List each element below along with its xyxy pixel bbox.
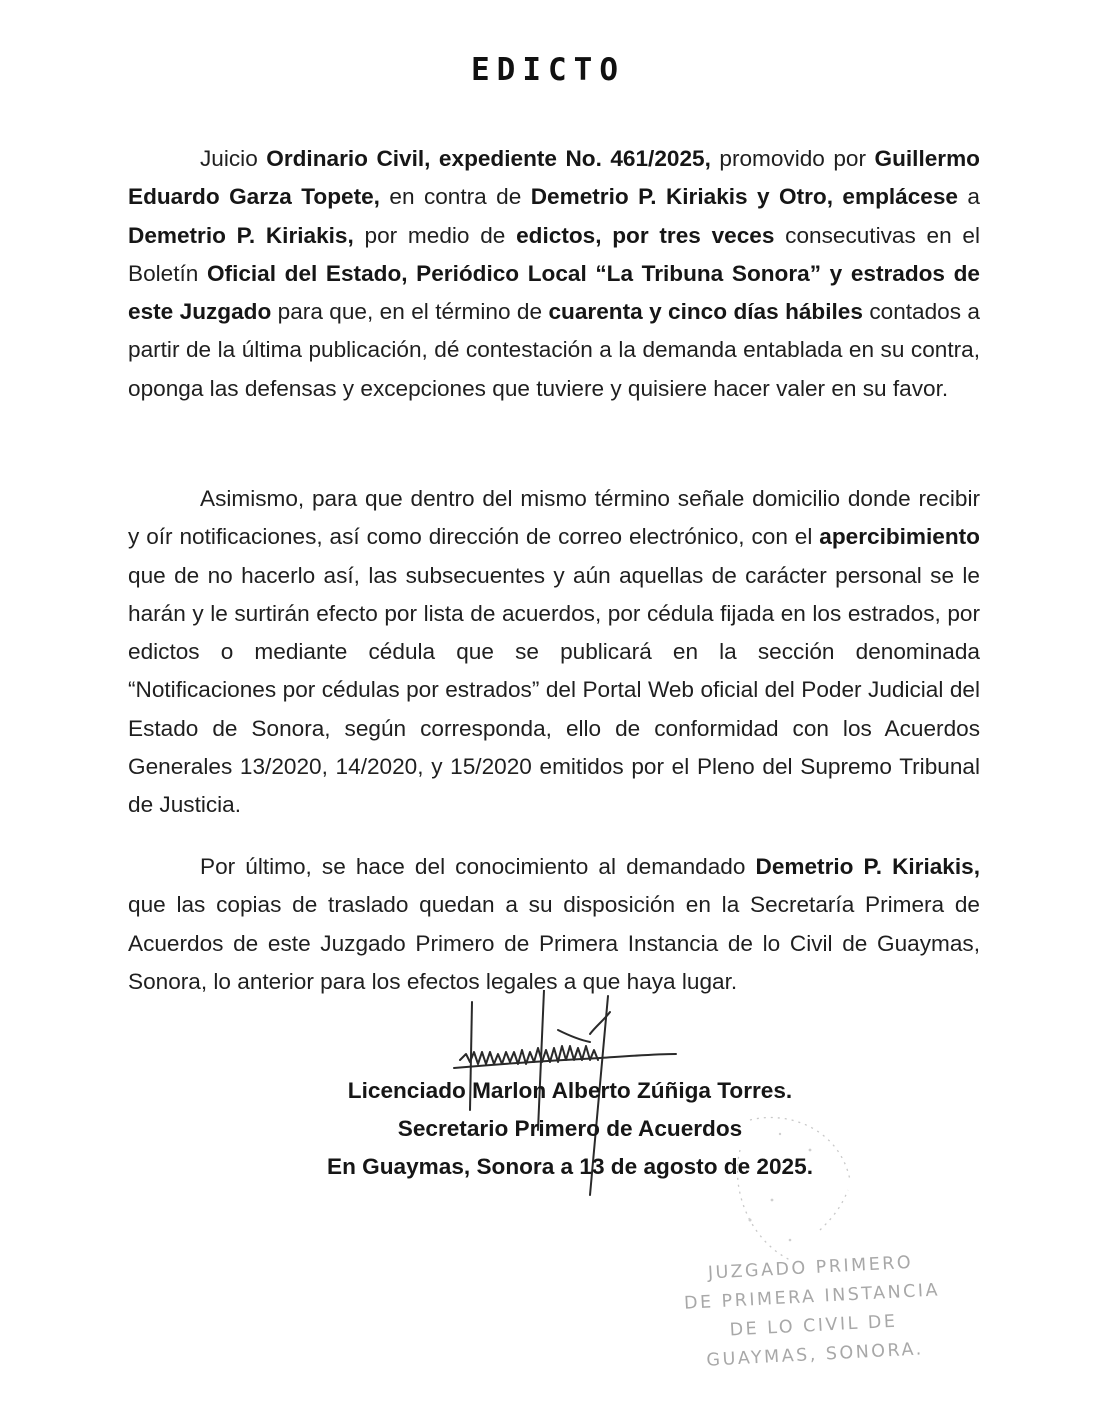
- text-run: promovido por: [710, 146, 875, 171]
- defendant-name: Demetrio P. Kiriakis y Otro, emplácese: [530, 184, 958, 210]
- text-run: consecutivas en el Boletín: [128, 222, 980, 286]
- text-run: por medio de: [353, 222, 517, 248]
- defendant-name: Demetrio P. Kiriakis,: [755, 854, 980, 879]
- stamp-line: DE LO CIVIL DE: [729, 1311, 898, 1341]
- paragraph-1: [128, 140, 980, 408]
- bold-run: Oficial del Estado, Periódico Local “La Tribuna Sonora” y estrados de este Juzgado: [128, 260, 980, 325]
- text-run: Por último, se hace del conocimiento al demandado: [200, 854, 756, 879]
- bold-run: edictos, por tres veces: [516, 222, 775, 248]
- text-run: a: [958, 184, 980, 210]
- text-run: que las copias de traslado quedan a su disposición en la Secretaría Primera de Acuerdos de este Juzgado Primero de Primera Instancia de lo Civil de Guaymas, Sonora, lo anterior para los efectos legales a que haya lugar.: [128, 892, 980, 994]
- signature-block: [200, 1072, 940, 1186]
- place-and-date: En Guaymas, Sonora a 13 de agosto de 2025.: [327, 1154, 813, 1179]
- paragraph-2: [128, 480, 980, 825]
- plaintiff-name: Guillermo Eduardo Garza Topete,: [128, 146, 980, 210]
- bold-run: cuarenta y cinco días hábiles: [548, 299, 863, 325]
- bold-run: Ordinario Civil, expediente No. 461/2025,: [266, 146, 711, 171]
- signer-position: Secretario Primero de Acuerdos: [397, 1116, 743, 1141]
- text-run: para que, en el término de: [271, 299, 549, 325]
- stamp-line: GUAYMAS, SONORA.: [706, 1339, 925, 1371]
- document-title: EDICTO: [471, 52, 625, 88]
- text-run: que de no hacerlo así, las subsecuentes y aún aquellas de carácter personal se le harán y le surtirán efecto por lista de acuerdos, por cédula fijada en los estrados, por edictos o mediante cédula que se publicará en la sección denominada “Notificaciones por cédulas por estrados” del Portal Web oficial del Poder Judicial del Estado de Sonora, según corresponda, ello de conformidad con los Acuerdos Generales 13/2020, 14/2020, y 15/2020 emitidos por el Pleno del Supremo Tribunal de Justicia.: [128, 562, 980, 818]
- text-run: contados a partir de la última publicación, dé contestación a la demanda entablada en su contra, oponga las defensas y excepciones que tuviere y quisiere hacer valer en su favor.: [128, 299, 980, 401]
- signer-name: Licenciado Marlon Alberto Zúñiga Torres.: [347, 1078, 793, 1103]
- stamp-line: JUZGADO PRIMERO: [707, 1252, 914, 1284]
- court-stamp: [660, 1246, 966, 1378]
- text-run: Asimismo, para que dentro del mismo término señale domicilio donde recibir y oír notificaciones, así como dirección de correo electrónico, con el: [128, 486, 980, 550]
- text-run: Juicio: [200, 146, 267, 171]
- bold-run: apercibimiento: [819, 524, 980, 550]
- defendant-name: Demetrio P. Kiriakis,: [128, 222, 354, 248]
- text-run: en contra de: [379, 184, 531, 210]
- stamp-line: DE PRIMERA INSTANCIA: [683, 1280, 941, 1314]
- paragraph-3: [128, 848, 980, 1001]
